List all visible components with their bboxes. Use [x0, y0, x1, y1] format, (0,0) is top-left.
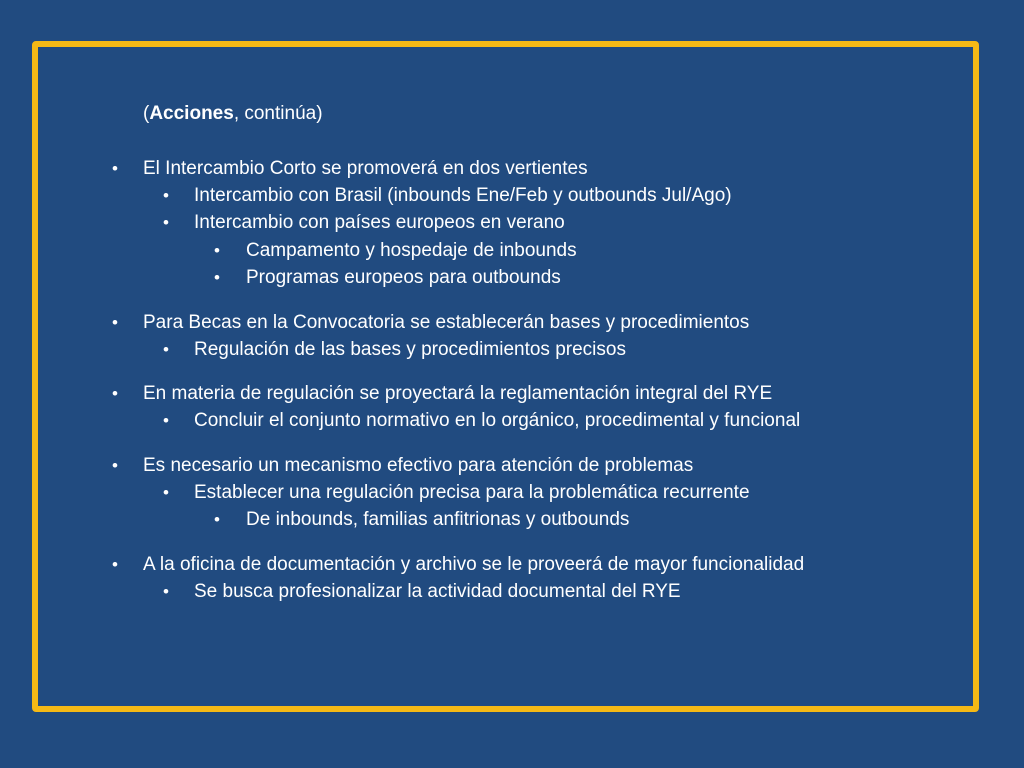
- bullet-text-level1: Para Becas en la Convocatoria se establecerán bases y procedimientos: [143, 312, 750, 333]
- bullet-icon: •: [163, 483, 169, 502]
- bullet-icon: •: [214, 510, 220, 529]
- bullet-text-level3: De inbounds, familias anfitrionas y outbounds: [246, 509, 630, 530]
- bullet-icon: •: [163, 411, 169, 430]
- bullet-text-level2: Concluir el conjunto normativo en lo orgánico, procedimental y funcional: [194, 410, 801, 431]
- bullet-icon: •: [112, 456, 118, 475]
- bullet-text-level1: El Intercambio Corto se promoverá en dos vertientes: [143, 158, 588, 179]
- bullet-icon: •: [163, 213, 169, 232]
- slide-border-frame: [32, 41, 979, 712]
- bullet-icon: •: [112, 159, 118, 178]
- bullet-icon: •: [214, 268, 220, 287]
- bullet-text-level2: Establecer una regulación precisa para la problemática recurrente: [194, 482, 750, 503]
- bullet-text-level1: En materia de regulación se proyectará la reglamentación integral del RYE: [143, 383, 773, 404]
- slide-heading: (Acciones, continúa): [143, 103, 323, 124]
- bullet-text-level2: Se busca profesionalizar la actividad documental del RYE: [194, 581, 681, 602]
- bullet-text-level2: Intercambio con Brasil (inbounds Ene/Feb y outbounds Jul/Ago): [194, 185, 732, 206]
- bullet-text-level1: Es necesario un mecanismo efectivo para atención de problemas: [143, 455, 694, 476]
- bullet-icon: •: [163, 582, 169, 601]
- bullet-icon: •: [163, 186, 169, 205]
- bullet-icon: •: [163, 340, 169, 359]
- heading-bold-word: Acciones: [149, 103, 234, 124]
- bullet-text-level3: Programas europeos para outbounds: [246, 267, 561, 288]
- bullet-text-level2: Intercambio con países europeos en verano: [194, 212, 565, 233]
- bullet-text-level3: Campamento y hospedaje de inbounds: [246, 240, 577, 261]
- bullet-text-level2: Regulación de las bases y procedimientos precisos: [194, 339, 626, 360]
- bullet-icon: •: [112, 313, 118, 332]
- bullet-icon: •: [112, 555, 118, 574]
- bullet-icon: •: [214, 241, 220, 260]
- bullet-icon: •: [112, 384, 118, 403]
- bullet-text-level1: A la oficina de documentación y archivo se le proveerá de mayor funcionalidad: [143, 554, 805, 575]
